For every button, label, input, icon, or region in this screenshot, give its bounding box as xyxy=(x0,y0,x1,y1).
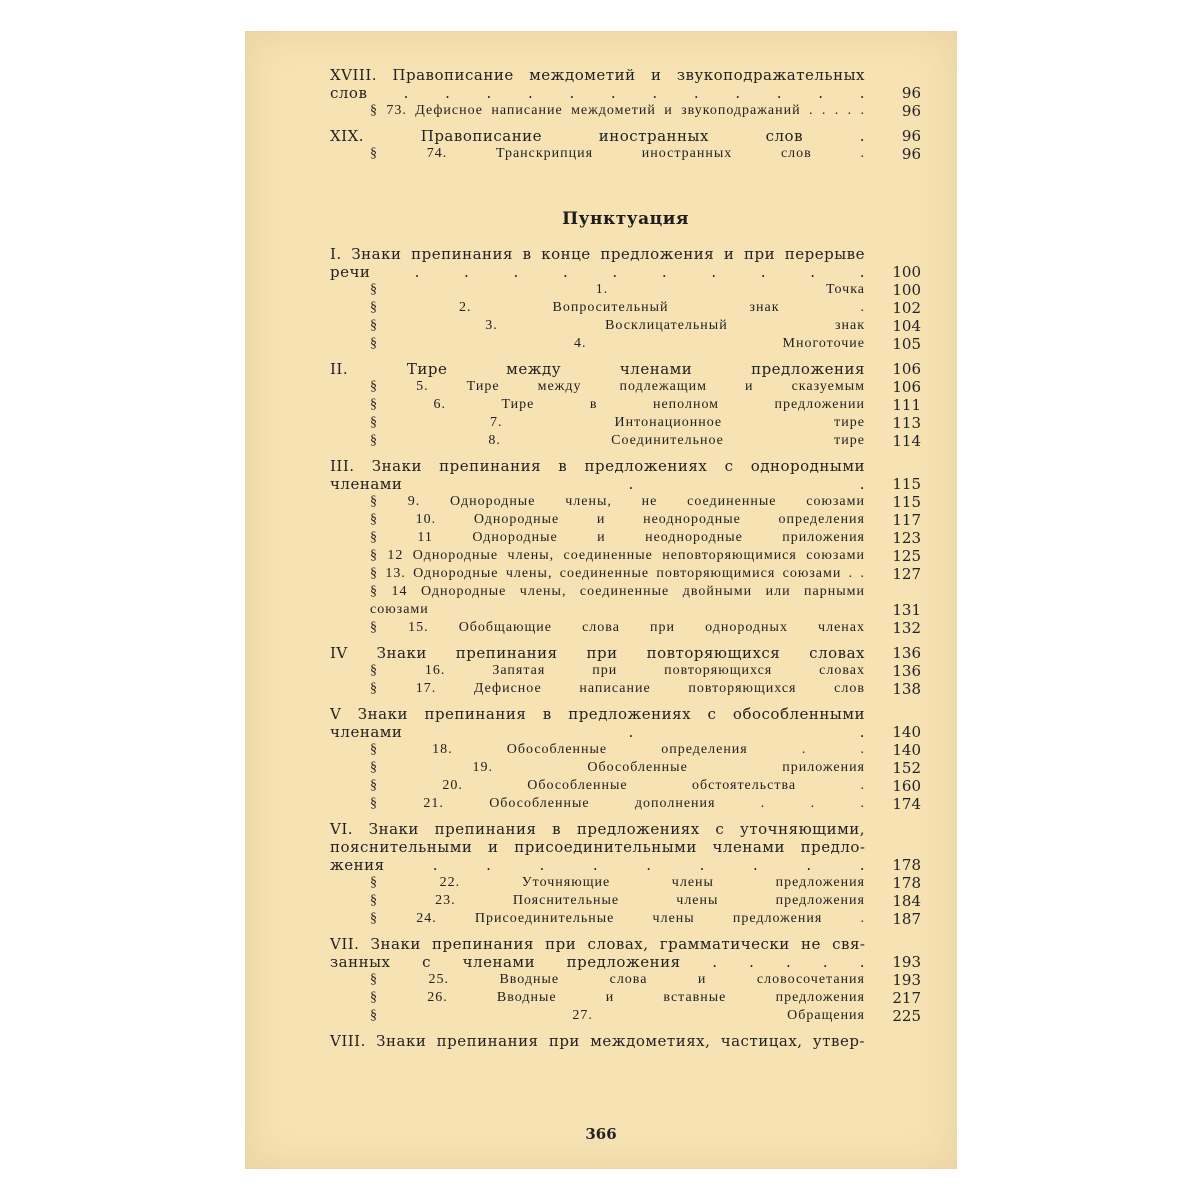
toc-entry-title: III. Знаки препинания в предложениях с однородными членами . . xyxy=(330,457,865,493)
toc-main-list xyxy=(330,245,921,1050)
toc-entry-page: 225 xyxy=(892,1007,921,1025)
toc-section-entry xyxy=(370,892,921,910)
toc-chapter-entry xyxy=(330,360,921,378)
toc-entry-title: § 15. Обобщающие слова при однородных членах xyxy=(370,620,865,635)
toc-entry-title: § 74. Транскрипция иностранных слов . xyxy=(370,146,865,161)
toc-entry-title: § 16. Запятая при повторяющихся словах xyxy=(370,663,865,678)
toc-chapter-entry xyxy=(330,820,921,874)
toc-chapter-entry xyxy=(330,66,921,102)
toc-section-entry xyxy=(370,619,921,637)
toc-entry-page: 106 xyxy=(892,378,921,396)
page-number: 366 xyxy=(585,1125,617,1143)
toc-section-entry xyxy=(370,511,921,529)
toc-section-entry xyxy=(370,299,921,317)
toc-entry-page: 136 xyxy=(892,644,921,662)
toc-section-entry xyxy=(370,795,921,813)
toc-entry-title: § 73. Дефисное написание междометий и звукоподражаний . . . . . xyxy=(370,103,865,118)
toc-entry-title: § 13. Однородные члены, соединенные повторяющимися союзами . . xyxy=(370,566,865,581)
toc-entry-title: VIII. Знаки препинания при междометиях, частицах, утвер- xyxy=(330,1032,865,1050)
toc-entry-title: § 14 Однородные члены, соединенные двойными или парными союзами xyxy=(370,584,865,617)
toc-entry-title: IV Знаки препинания при повторяющихся словах xyxy=(330,644,865,662)
toc-entry-page: 178 xyxy=(892,856,921,874)
toc-entry-title: XIX. Правописание иностранных слов . xyxy=(330,127,865,145)
toc-entry-page: 117 xyxy=(892,511,921,529)
toc-entry-title: § 1. Точка xyxy=(370,282,865,297)
toc-chapter-entry xyxy=(330,644,921,662)
toc-entry-title: § 11 Однородные и неоднородные приложения xyxy=(370,530,865,545)
toc-entry-title: § 24. Присоединительные члены предложения . xyxy=(370,911,865,926)
section-heading: Пунктуация xyxy=(562,209,689,229)
toc-section-entry xyxy=(370,565,921,583)
toc-section-entry xyxy=(370,335,921,353)
toc-chapter-entry xyxy=(330,1032,921,1050)
toc-section-entry xyxy=(370,680,921,698)
toc-entry-title: § 5. Тире между подлежащим и сказуемым xyxy=(370,379,865,394)
toc-section-entry xyxy=(370,583,921,619)
toc-chapter-entry xyxy=(330,127,921,145)
toc-entry-title: § 7. Интонационное тире xyxy=(370,415,865,430)
toc-entry-page: 102 xyxy=(892,299,921,317)
toc-entry-title: § 25. Вводные слова и словосочетания xyxy=(370,972,865,987)
toc-entry-page: 193 xyxy=(892,971,921,989)
toc-section-entry xyxy=(370,989,921,1007)
toc-entry-page: 96 xyxy=(901,84,921,102)
toc-entry-title: II. Тире между членами предложения xyxy=(330,360,865,378)
table-of-contents xyxy=(330,66,921,1050)
toc-section-entry xyxy=(370,547,921,565)
toc-entry-page: 100 xyxy=(892,263,921,281)
toc-entry-title: § 12 Однородные члены, соединенные неповторяющимися союзами xyxy=(370,548,865,563)
toc-entry-page: 187 xyxy=(892,910,921,928)
toc-section-entry xyxy=(370,874,921,892)
toc-section-entry xyxy=(370,396,921,414)
toc-entry-page: 152 xyxy=(892,759,921,777)
toc-entry-title: § 2. Вопросительный знак . xyxy=(370,300,865,315)
toc-section-entry xyxy=(370,910,921,928)
toc-entry-title: § 20. Обособленные обстоятельства . xyxy=(370,778,865,793)
toc-top-list xyxy=(330,66,921,163)
toc-entry-title: § 23. Пояснительные члены предложения xyxy=(370,893,865,908)
toc-entry-title: § 22. Уточняющие члены предложения xyxy=(370,875,865,890)
toc-section-entry xyxy=(370,759,921,777)
toc-entry-page: 136 xyxy=(892,662,921,680)
toc-entry-page: 104 xyxy=(892,317,921,335)
toc-section-entry xyxy=(370,1007,921,1025)
toc-entry-page: 193 xyxy=(892,953,921,971)
toc-entry-title: § 6. Тире в неполном предложении xyxy=(370,397,865,412)
toc-entry-page: 160 xyxy=(892,777,921,795)
toc-section-entry xyxy=(370,971,921,989)
toc-section-entry xyxy=(370,102,921,120)
toc-entry-page: 105 xyxy=(892,335,921,353)
toc-entry-title: § 10. Однородные и неоднородные определения xyxy=(370,512,865,527)
book-page xyxy=(245,31,957,1169)
toc-chapter-entry xyxy=(330,245,921,281)
toc-entry-title: § 21. Обособленные дополнения . . . xyxy=(370,796,865,811)
toc-section-entry xyxy=(370,281,921,299)
toc-entry-title: § 18. Обособленные определения . . xyxy=(370,742,865,757)
toc-entry-title: § 3. Восклицательный знак xyxy=(370,318,865,333)
toc-entry-title: V Знаки препинания в предложениях с обособленными членами . . xyxy=(330,705,865,741)
toc-entry-page: 178 xyxy=(892,874,921,892)
toc-section-entry xyxy=(370,493,921,511)
toc-entry-page: 96 xyxy=(901,127,921,145)
toc-entry-page: 217 xyxy=(892,989,921,1007)
toc-entry-page: 113 xyxy=(892,414,921,432)
toc-section-entry xyxy=(370,317,921,335)
toc-entry-title: VI. Знаки препинания в предложениях с уточняющими, пояснительными и присоединительными членами предложения . . . . . . . . . xyxy=(330,820,865,874)
toc-chapter-entry xyxy=(330,935,921,971)
toc-entry-page: 106 xyxy=(892,360,921,378)
toc-section-entry xyxy=(370,378,921,396)
toc-entry-title: I. Знаки препинания в конце предложения и при перерыве речи . . . . . . . . . . xyxy=(330,245,865,281)
toc-entry-page: 125 xyxy=(892,547,921,565)
toc-entry-title: § 4. Многоточие xyxy=(370,336,865,351)
toc-entry-title: § 8. Соединительное тире xyxy=(370,433,865,448)
toc-entry-page: 100 xyxy=(892,281,921,299)
toc-entry-title: § 19. Обособленные приложения xyxy=(370,760,865,775)
toc-chapter-entry xyxy=(330,457,921,493)
toc-entry-title: § 27. Обращения xyxy=(370,1008,865,1023)
toc-entry-page: 184 xyxy=(892,892,921,910)
toc-entry-page: 96 xyxy=(901,145,921,163)
toc-entry-page: 111 xyxy=(892,396,921,414)
toc-entry-title: XVIII. Правописание междометий и звукоподражательных слов . . . . . . . . . . . . xyxy=(330,66,865,102)
toc-entry-page: 140 xyxy=(892,741,921,759)
toc-entry-page: 132 xyxy=(892,619,921,637)
toc-entry-page: 96 xyxy=(901,102,921,120)
toc-section-entry xyxy=(370,145,921,163)
toc-entry-title: § 9. Однородные члены, не соединенные союзами xyxy=(370,494,865,509)
toc-section-entry xyxy=(370,662,921,680)
toc-entry-title: VII. Знаки препинания при словах, грамматически не связанных с членами предложения . . . . . xyxy=(330,935,865,971)
toc-entry-page: 127 xyxy=(892,565,921,583)
toc-section-entry xyxy=(370,741,921,759)
toc-entry-page: 138 xyxy=(892,680,921,698)
toc-section-entry xyxy=(370,777,921,795)
toc-chapter-entry xyxy=(330,705,921,741)
toc-entry-page: 115 xyxy=(892,475,921,493)
toc-section-entry xyxy=(370,432,921,450)
toc-entry-page: 174 xyxy=(892,795,921,813)
toc-entry-page: 140 xyxy=(892,723,921,741)
toc-entry-page: 115 xyxy=(892,493,921,511)
toc-section-entry xyxy=(370,529,921,547)
toc-section-entry xyxy=(370,414,921,432)
toc-entry-title: § 26. Вводные и вставные предложения xyxy=(370,990,865,1005)
toc-entry-page: 131 xyxy=(892,601,921,619)
toc-entry-page: 123 xyxy=(892,529,921,547)
toc-entry-page: 114 xyxy=(892,432,921,450)
toc-entry-title: § 17. Дефисное написание повторяющихся слов xyxy=(370,681,865,696)
